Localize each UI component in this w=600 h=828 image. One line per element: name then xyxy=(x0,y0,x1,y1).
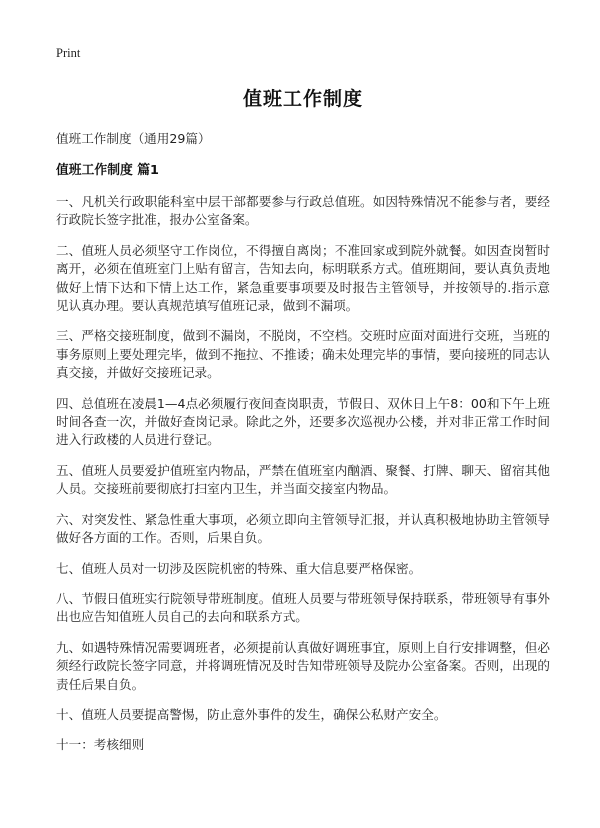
paragraph-5: 五、值班人员要爱护值班室内物品，严禁在值班室内酗酒、聚餐、打牌、聊天、留宿其他人员。交接班前要彻底打扫室内卫生，并当面交接室内物品。 xyxy=(56,462,550,497)
paragraph-10: 十、值班人员要提高警惕，防止意外事件的发生，确保公私财产安全。 xyxy=(56,706,447,722)
paragraph-7: 七、值班人员对一切涉及医院机密的特殊、重大信息要严格保密。 xyxy=(56,560,422,576)
document-title: 值班工作制度 xyxy=(242,88,363,110)
paragraph-3: 三、严格交接班制度，做到不漏岗，不脱岗，不空档。交班时应面对面进行交班，当班的事务原则上要处理完毕，做到不拖拉、不推诿；确未处理完毕的事情，要向接班的同志认真交接，并做好交接班记录。 xyxy=(56,328,550,381)
paragraph-6: 六、对突发性、紧急性重大事项，必须立即向主管领导汇报，并认真积极地协助主管领导做好各方面的工作。否则，后果自负。 xyxy=(56,511,550,546)
paragraph-8: 八、节假日值班实行院领导带班制度。值班人员要与带班领导保持联系，带班领导有事外出也应告知值班人员自己的去向和联系方式。 xyxy=(56,590,550,625)
document-subtitle: 值班工作制度（通用29篇） xyxy=(56,131,211,146)
paragraph-9: 九、如遇特殊情况需要调班者，必须提前认真做好调班事宜，原则上自行安排调整，但必须经行政院长签字同意，并将调班情况及时告知带班领导及院办公室备案。否则，出现的责任后果自负。 xyxy=(56,639,550,692)
paragraph-11: 十一：考核细则 xyxy=(56,737,145,753)
paragraph-2: 二、值班人员必须坚守工作岗位，不得擅自离岗；不准回家或到院外就餐。如因查岗暂时离开，必须在值班室门上贴有留言，告知去向，标明联系方式。值班期间，要认真负责地做好上情下达和下情上达工作，紧急重要事项要及时报告主管领导，并按领导的.指示意见认真办理。要认真规范填写值班记录，做到不漏项。 xyxy=(56,242,550,314)
section-heading: 值班工作制度 篇1 xyxy=(56,163,159,178)
paragraph-4: 四、总值班在凌晨1—4点必须履行夜间查岗职责，节假日、双休日上午8：00和下午上班时间各查一次，并做好查岗记录。除此之外，还要多次巡视办公楼，并对非正常工作时间进入行政楼的人员进行登记。 xyxy=(56,395,550,448)
print-label: Print xyxy=(56,46,81,60)
paragraph-1: 一、凡机关行政职能科室中层干部都要参与行政总值班。如因特殊情况不能参与者，要经行政院长签字批准，报办公室备案。 xyxy=(56,194,550,228)
